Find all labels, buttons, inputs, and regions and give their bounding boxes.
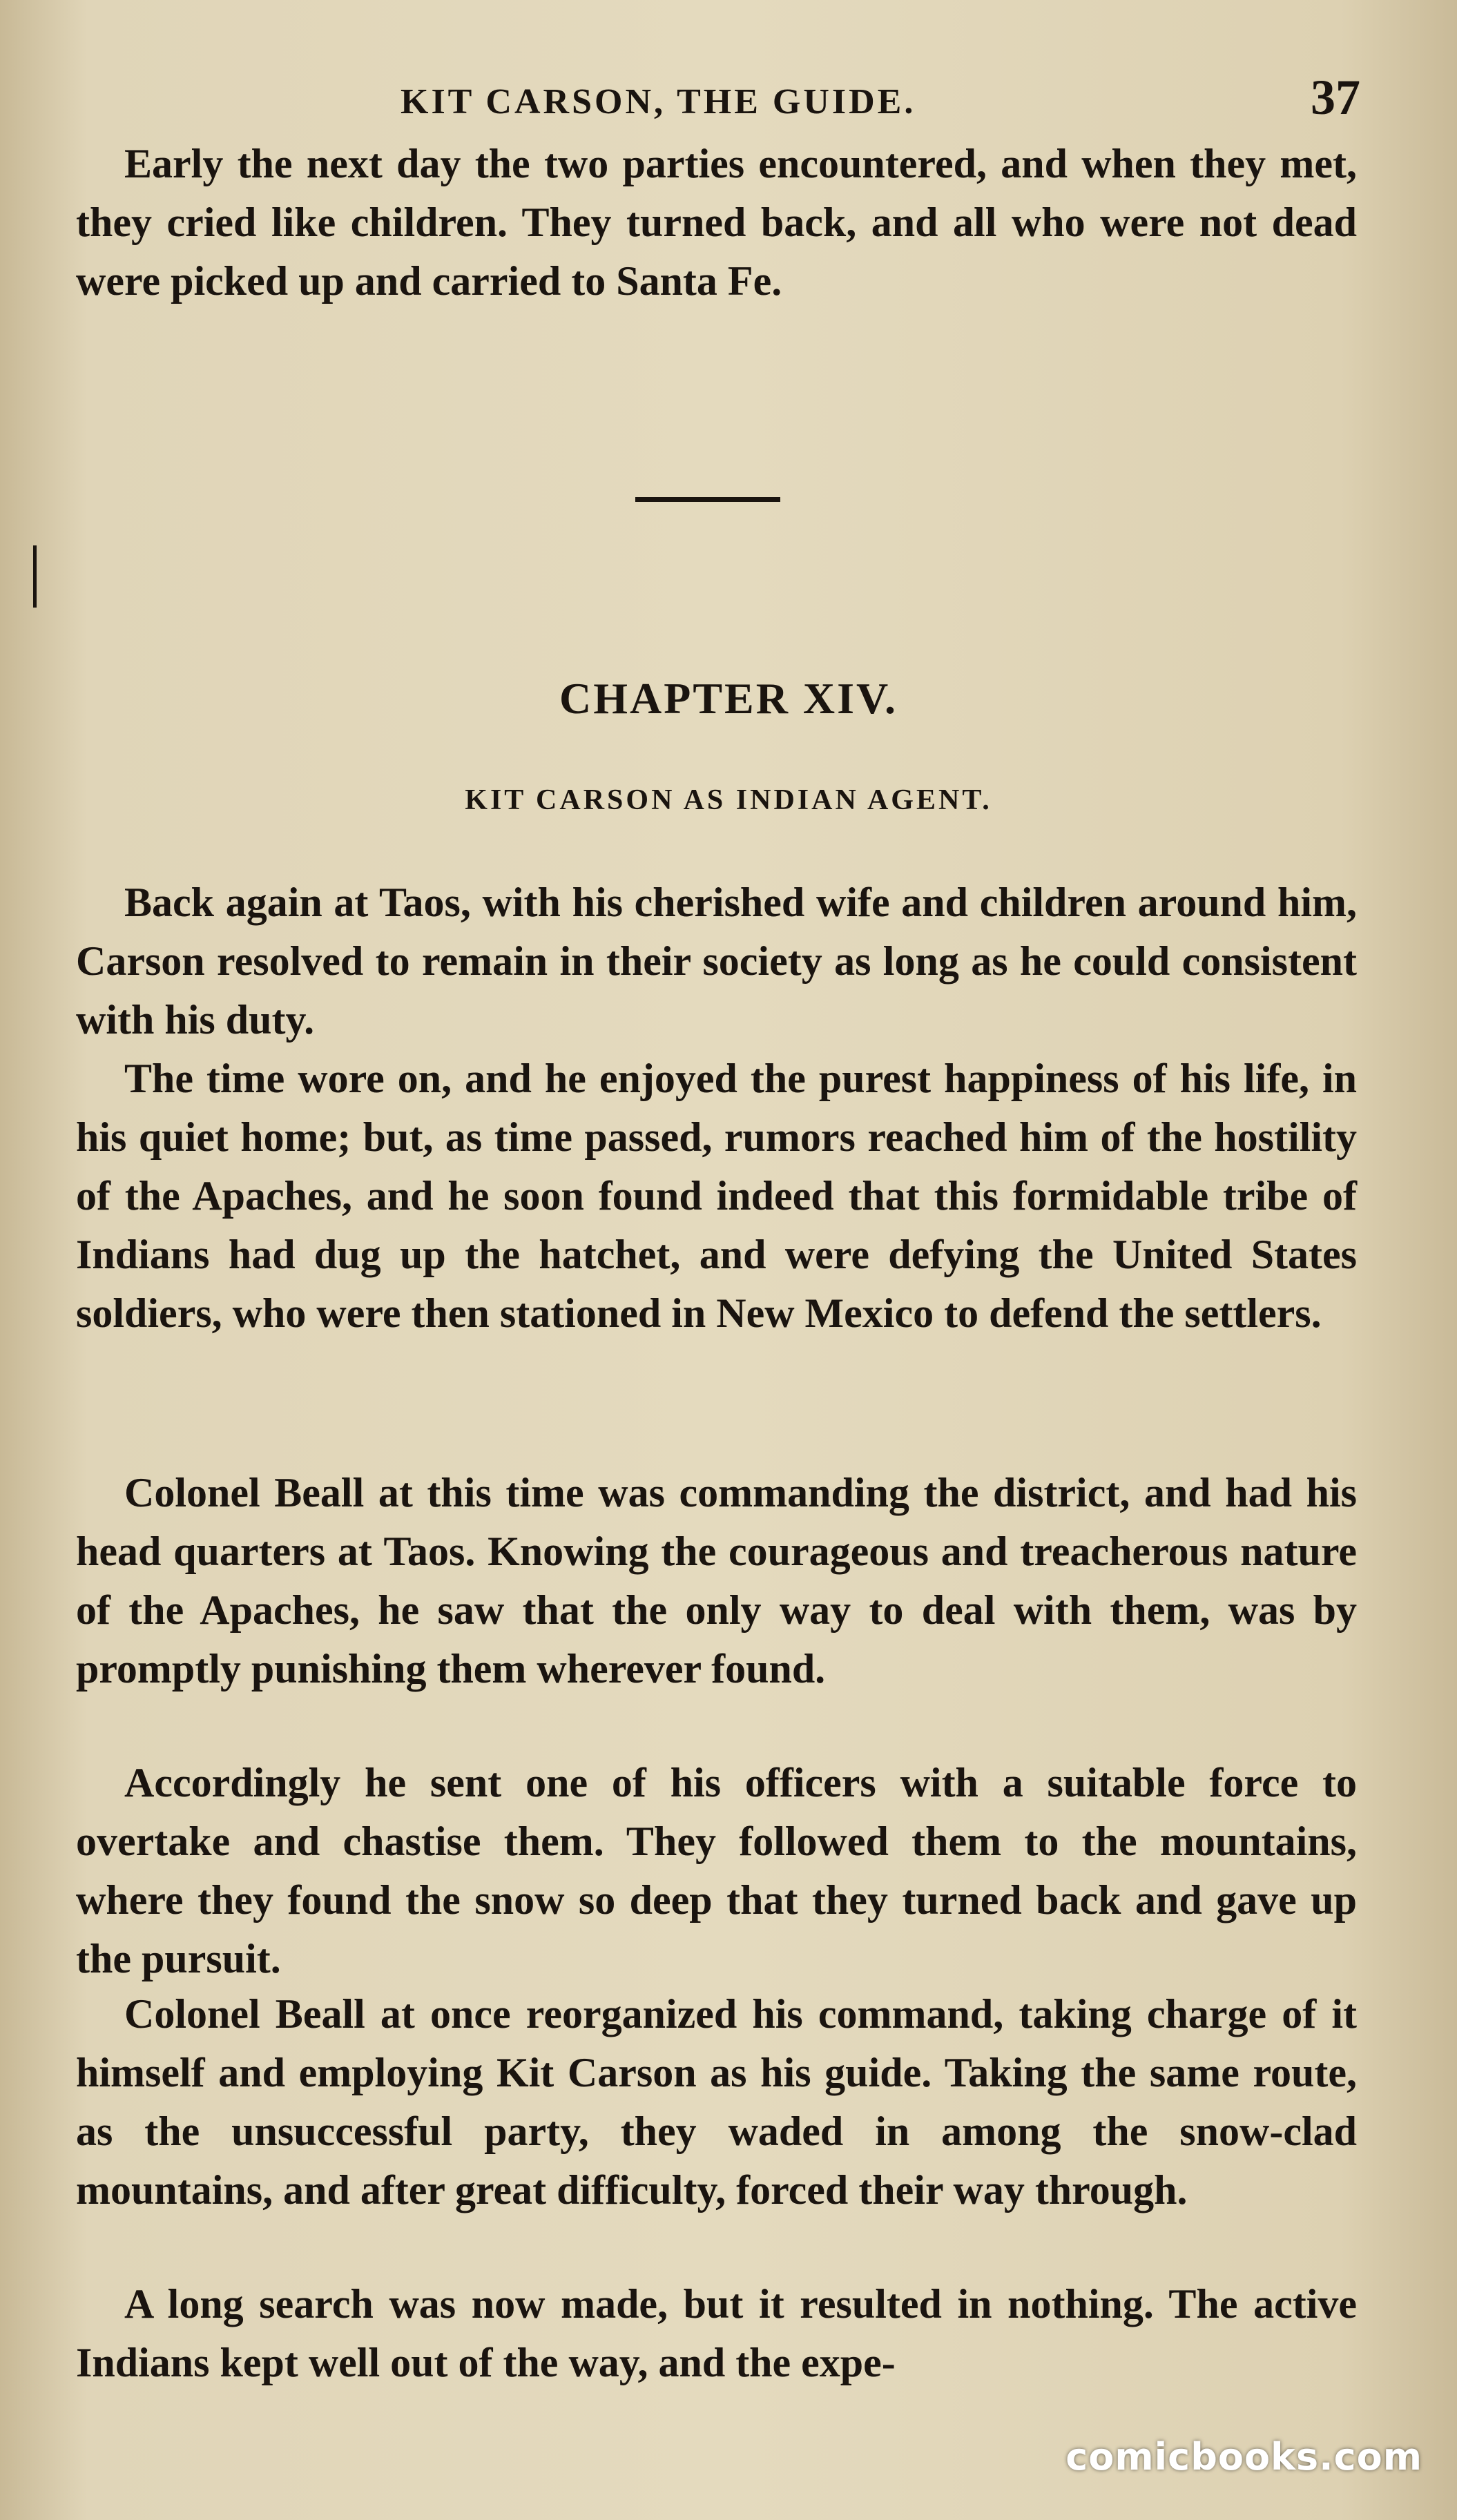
running-header: KIT CARSON, THE GUIDE. xyxy=(401,82,916,122)
paragraph-opening: Early the next day the two parties encountered, and when they met, they cried like children. They turned back, and all who were not dead were picked up and carried to Santa Fe. xyxy=(76,141,1357,304)
paragraph: The time wore on, and he enjoyed the purest happiness of his life, in his quiet home; but, as time passed, rumors reached him of the hostility of the Apaches, and he soon found indeed that this formidable tribe of Indians had dug up the hatchet, and were defying the United States soldiers, who were then stationed in New Mexico to defend the settlers. xyxy=(76,1056,1357,1336)
page-number: 37 xyxy=(1311,70,1360,125)
paragraph: Colonel Beall at once reorganized his command, taking charge of it himself and employing Kit Carson as his guide. Taking the same route, as the unsuccessful party, they waded in among the snow-clad mountains, and after great difficulty, forced their way through. xyxy=(76,1991,1357,2213)
site-watermark: comicbooks.com xyxy=(1065,2435,1422,2479)
paragraph: A long search was now made, but it resulted in nothing. The active Indians kept well out of the way, and the expe- xyxy=(76,2281,1357,2385)
chapter-subtitle: KIT CARSON AS INDIAN AGENT. xyxy=(465,784,992,816)
chapter-title: CHAPTER XIV. xyxy=(559,674,898,723)
paragraph: Accordingly he sent one of his officers with a suitable force to overtake and chastise them. They followed them to the mountains, where they found the snow so deep that they turned back and gave up the pursuit. xyxy=(76,1760,1357,1981)
paragraph: Back again at Taos, with his cherished wife and children around him, Carson resolved to remain in their society as long as he could consistent with his duty. xyxy=(76,880,1357,1043)
paragraph: Colonel Beall at this time was commanding the district, and had his head quarters at Taos. Knowing the courageous and treacherous nature of the Apaches, he saw that the only way to deal with them, was by promptly punishing them wherever found. xyxy=(76,1470,1357,1692)
section-divider xyxy=(635,497,780,502)
margin-mark xyxy=(33,545,37,608)
